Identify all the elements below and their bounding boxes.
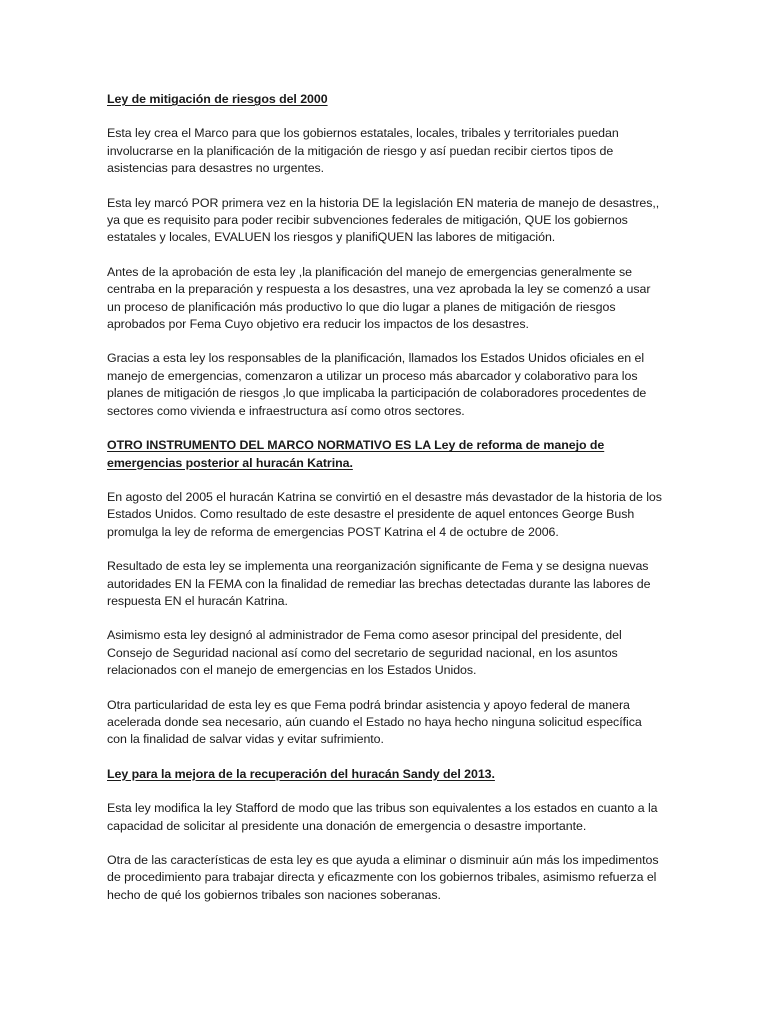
paragraph: Antes de la aprobación de esta ley ,la planificación del manejo de emergencias generalmente se centraba en la preparación y respuesta a los desastres, una vez aprobada la ley se comenzó a usar un proceso de planificación más productivo lo que dio lugar a planes de mitigación de riesgos aprobados por Fema Cuyo objetivo era reducir los impactos de los desastres.	[107, 264, 651, 332]
section-heading-sandy-recovery: Ley para la mejora de la recuperación del huracán Sandy del 2013.	[107, 766, 495, 781]
paragraph: Resultado de esta ley se implementa una reorganización significante de Fema y se designa nuevas autoridades EN la FEMA con la finalidad de remediar las brechas detectadas durante las labores de respuesta EN el huracán Katrina.	[107, 559, 651, 608]
paragraph: Esta ley modifica la ley Stafford de modo que las tribus son equivalentes a los estados en cuanto a la capacidad de solicitar al presidente una donación de emergencia o desastre importante.	[107, 801, 658, 833]
paragraph: Otra particularidad de esta ley es que Fema podrá brindar asistencia y apoyo federal de manera acelerada donde sea necesario, aún cuando el Estado no haya hecho ninguna solicitud específica con la finalidad de salvar vidas y evitar sufrimiento.	[107, 697, 642, 747]
paragraph: Esta ley marcó POR primera vez en la historia DE la legislación EN materia de manejo de desastres,, ya que es requisito para poder recibir subvenciones federales de mitigación, QUE los gobiernos estatales y locales, EVALUEN los riesgos y planifiQUEN las labores de mitigación.	[107, 195, 660, 245]
section-heading-katrina-reform: OTRO INSTRUMENTO DEL MARCO NORMATIVO ES LA Ley de reforma de manejo de emergencias posterior al huracán Katrina.	[107, 438, 605, 470]
paragraph: Esta ley crea el Marco para que los gobiernos estatales, locales, tribales y territoriales puedan involucrarse en la planificación de la mitigación de riesgo y así puedan recibir ciertos tipos de asistencias para desastres no urgentes.	[107, 126, 619, 176]
paragraph: En agosto del 2005 el huracán Katrina se convirtió en el desastre más devastador de la historia de los Estados Unidos. Como resultado de este desastre el presidente de aquel entonces George Bush promulga la ley de reforma de emergencias POST Katrina el 4 de octubre de 2006.	[107, 489, 662, 539]
document-body	[107, 91, 663, 921]
paragraph: Asimismo esta ley designó al administrador de Fema como asesor principal del presidente, del Consejo de Seguridad nacional así como del secretario de seguridad nacional, en los asuntos relacionados con el manejo de emergencias en los Estados Unidos.	[107, 628, 622, 678]
section-heading-mitigation-law: Ley de mitigación de riesgos del 2000	[107, 92, 328, 106]
paragraph: Gracias a esta ley los responsables de la planificación, llamados los Estados Unidos oficiales en el manejo de emergencias, comenzaron a utilizar un proceso más abarcador y colaborativo para los planes de mitigación de riesgos ,lo que implicaba la participación de colaboradores procedentes de sectores como vivienda e infraestructura así como otros sectores.	[107, 351, 647, 418]
paragraph: Otra de las características de esta ley es que ayuda a eliminar o disminuir aún más los impedimentos de procedimiento para trabajar directa y eficazmente con los gobiernos tribales, asimismo refuerza el hecho de qué los gobiernos tribales son naciones soberanas.	[107, 853, 659, 902]
